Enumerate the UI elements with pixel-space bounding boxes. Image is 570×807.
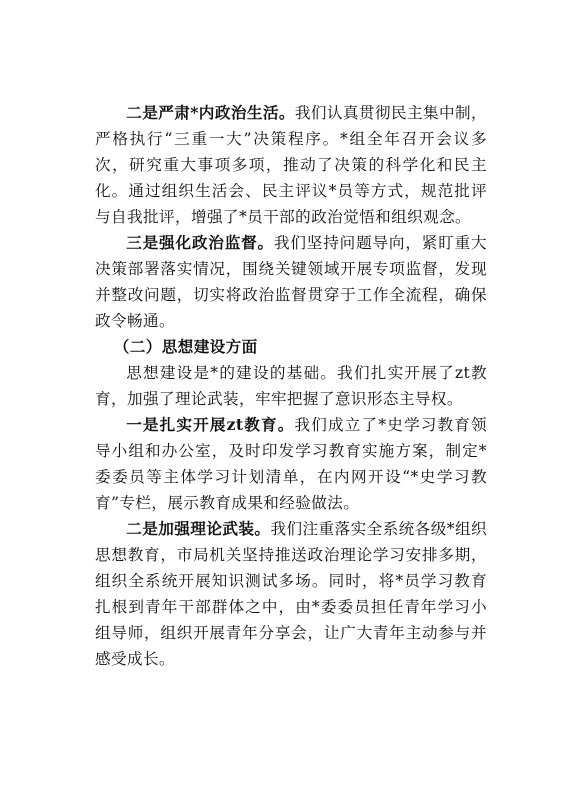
paragraph-text: 我们成立了*史学习教育领导小组和办公室，及时印发学习教育实施方案，制定*委委员等主体学习计划清单，在内网开设“*史学习教育”专栏，展示教育成果和经验做法。: [95, 416, 487, 512]
document-body: [95, 100, 487, 672]
paragraph-political-supervision: [95, 230, 487, 334]
section-heading: （二）思想建设方面: [113, 337, 258, 356]
paragraph-ideology-intro: [95, 360, 487, 412]
paragraph-theory-arming: [95, 516, 487, 672]
paragraph-text: 我们认真贯彻民主集中制，严格执行“三重一大”决策程序。*组全年召开会议多次，研究重大事项多项，推动了决策的科学化和民主化。通过组织生活会、民主评议*员等方式，规范批评与自我批评，增强了*员干部的政治觉悟和组织观念。: [95, 104, 487, 226]
paragraph-text: 我们坚持问题导向，紧盯重大决策部署落实情况，围绕关键领域开展专项监督，发现并整改问题，切实将政治监督贯穿于工作全流程，确保政令畅通。: [95, 234, 487, 330]
paragraph-text: 我们注重落实全系统各级*组织思想教育，市局机关坚持推送政治理论学习安排多期，组织全系统开展知识测试多场。同时，将*员学习教育扎根到青年干部群体之中，由*委委员担任青年学习小组导师，组织开展青年分享会，让广大青年主动参与并感受成长。: [95, 520, 487, 668]
paragraph-lead: 三是强化政治监督。: [126, 233, 274, 252]
paragraph-lead: 二是加强理论武装。: [126, 519, 271, 538]
paragraph-lead: 一是扎实开展zt教育。: [126, 415, 295, 434]
paragraph-zt-education: [95, 412, 487, 516]
paragraph-party-life: [95, 100, 487, 230]
paragraph-text: 思想建设是*的建设的基础。我们扎实开展了zt教育，加强了理论武装，牢牢把握了意识形态主导权。: [95, 364, 487, 408]
paragraph-lead: 二是严肃*内政治生活。: [126, 103, 295, 122]
